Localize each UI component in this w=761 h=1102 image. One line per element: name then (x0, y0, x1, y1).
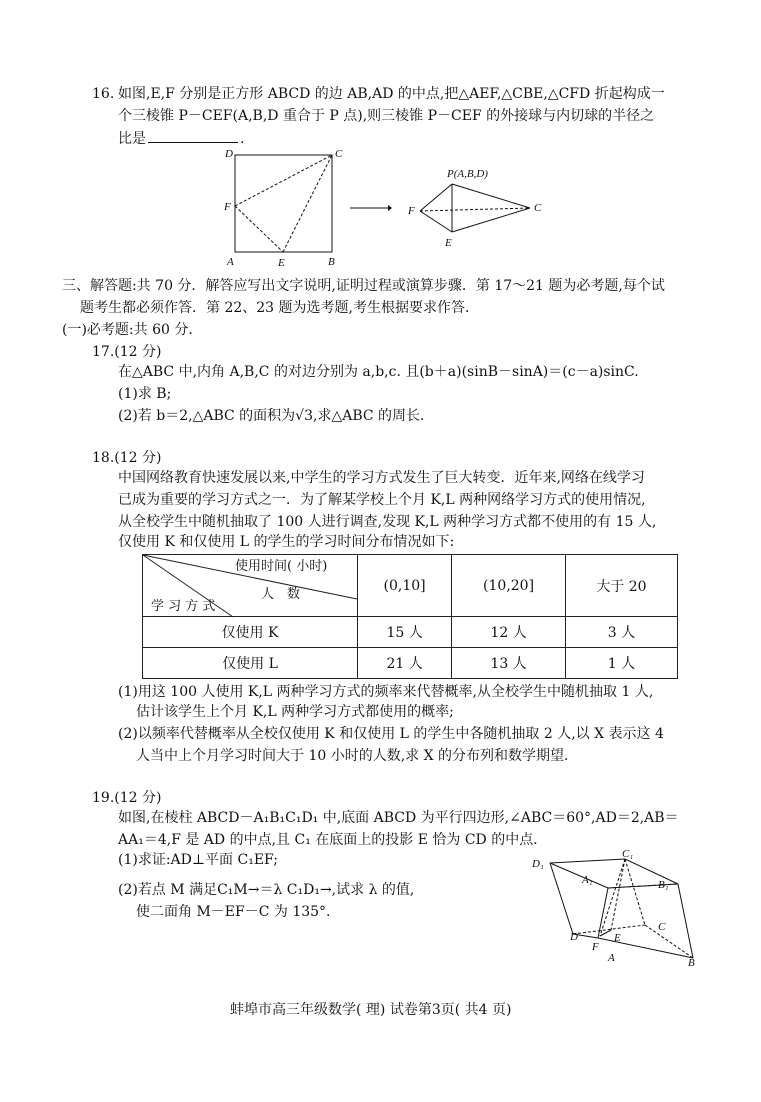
page-footer: 蚌埠市高三年级数学( 理) 试卷第3页( 共4 页) (230, 1002, 512, 1018)
q19-figure-prism (528, 850, 708, 970)
label-D: D (570, 931, 578, 943)
q16-answer-blank[interactable] (148, 128, 238, 143)
q16-line3-end: . (240, 131, 245, 147)
q17-header (92, 342, 161, 362)
label-C: C (658, 921, 666, 933)
label-D1: D₁ (532, 858, 544, 870)
q17-part1: (1)求 B; (118, 386, 172, 402)
q19-header (92, 788, 161, 808)
q19-score: (12 分) (114, 790, 162, 806)
label-C2: C (534, 202, 542, 214)
label-E2: E (445, 237, 452, 249)
q16-line1: 如图,E,F 分别是正方形 ABCD 的边 AB,AD 的中点,把△AEF,△CBE,△CFD 折起构成一 (118, 86, 665, 102)
q17-score: (12 分) (114, 344, 162, 360)
hdr-mode: 学 习 方 式 (151, 599, 216, 614)
label-F: F (224, 201, 231, 213)
label-E: E (278, 257, 285, 269)
table-cell: 15 人 (358, 617, 452, 648)
table-row (143, 648, 678, 679)
q19-part2-b: 使二面角 M－EF－C 为 135°. (136, 904, 331, 920)
q18-part2-b: 人当中上个月学习时间大于 10 小时的人数,求 X 的分布列和数学期望． (136, 748, 579, 764)
fold-line-fc (235, 155, 332, 206)
q19-line2: AA₁＝4,F 是 AD 的中点,且 C₁ 在底面上的投影 E 恰为 CD 的中点． (118, 832, 548, 848)
q18-line2: 已成为重要的学习方式之一．为了解某学校上个月 K,L 两种网络学习方式的使用情况, (118, 492, 646, 508)
section3-line1: 三、解答题:共 70 分．解答应写出文字说明,证明过程或演算步骤．第 17～21 题为必考题,每个试 (62, 278, 665, 294)
table-cell: 13 人 (452, 648, 566, 679)
label-A1: A₁ (582, 874, 593, 886)
q19-part1: (1)求证:AD⊥平面 C₁EF; (118, 852, 278, 868)
q18-part1-b: 估计该学生上个月 K,L 两种学习方式都使用的概率; (136, 704, 454, 720)
square-outline (235, 155, 332, 252)
q16-figure-tetrahedron (400, 164, 555, 254)
label-F: F (592, 941, 599, 953)
q18-number: 18. (92, 450, 115, 466)
label-B: B (328, 256, 335, 268)
q18-line4: 仅使用 K 和仅使用 L 的学生的学习时间分布情况如下: (118, 534, 455, 550)
q18-line1: 中国网络教育快速发展以来,中学生的学习方式发生了巨大转变．近年来,网络在线学习 (118, 470, 645, 486)
q16-line2: 个三棱锥 P－CEF(A,B,D 重合于 P 点),则三棱锥 P－CEF 的外接球与内切球的半径之 (118, 108, 655, 124)
row-label: 仅使用 K (143, 617, 358, 648)
hdr-time: 使用时间( 小时) (235, 559, 328, 574)
q17-part2: (2)若 b＝2,△ABC 的面积为√3,求△ABC 的周长． (118, 408, 435, 424)
table-cell: 1 人 (565, 648, 677, 679)
q19-number: 19. (92, 790, 115, 806)
q17-stem: 在△ABC 中,内角 A,B,C 的对边分别为 a,b,c. 且(b＋a)(sinB－sinA)＝(c－a)sinC. (118, 364, 639, 380)
label-D: D (225, 148, 233, 160)
table-cell: 12 人 (452, 617, 566, 648)
q19-line1: 如图,在棱柱 ABCD－A₁B₁C₁D₁ 中,底面 ABCD 为平行四边形,∠ABC＝60°,AD＝2,AB＝ (118, 810, 679, 826)
table-diagonal-header (143, 555, 358, 617)
q18-part1-a: (1)用这 100 人使用 K,L 两种学习方式的频率来代替概率,从全校学生中随机抽取 1 人, (118, 684, 654, 700)
col-header: 大于 20 (565, 555, 677, 617)
label-C: C (335, 148, 343, 160)
q16-line3-text: 比是 (118, 131, 146, 147)
table-cell: 21 人 (358, 648, 452, 679)
q16-number: 16. (92, 86, 115, 102)
q18-score: (12 分) (114, 450, 162, 466)
label-C1: C₁ (622, 848, 634, 860)
table-cell: 3 人 (565, 617, 677, 648)
label-B: B (688, 957, 695, 969)
q17-number: 17. (92, 344, 115, 360)
label-A: A (227, 256, 234, 268)
section3-subheading: (一)必考题:共 60 分． (62, 322, 203, 338)
fold-line-fe (235, 206, 283, 252)
row-label: 仅使用 L (143, 648, 358, 679)
fold-line-ec (283, 155, 332, 252)
q16-arrow-icon (350, 203, 392, 213)
label-F2: F (408, 205, 415, 217)
q19-part2-a: (2)若点 M 满足C₁M→＝λ C₁D₁→,试求 λ 的值, (118, 882, 415, 898)
q18-header (92, 448, 161, 468)
q18-part2-a: (2)以频率代替概率从全校仅使用 K 和仅使用 L 的学生中各随机抽取 2 人,以 X 表示这 4 (118, 726, 664, 742)
col-header: (10,20] (452, 555, 566, 617)
q18-line3: 从全校学生中随机抽取了 100 人进行调查,发现 K,L 两种学习方式都不使用的有 15 人, (118, 514, 657, 530)
q16-figure-square (222, 146, 347, 268)
q18-data-table (142, 554, 678, 679)
hdr-people: 人 数 (261, 587, 301, 602)
label-B1: B₁ (658, 879, 669, 891)
section3-line2: 题考生都必须作答．第 22、23 题为选考题,考生根据要求作答． (80, 300, 479, 316)
label-A: A (608, 952, 615, 964)
label-E: E (614, 932, 621, 944)
label-P: P(A,B,D) (447, 168, 488, 180)
table-row (143, 617, 678, 648)
col-header: (0,10] (358, 555, 452, 617)
